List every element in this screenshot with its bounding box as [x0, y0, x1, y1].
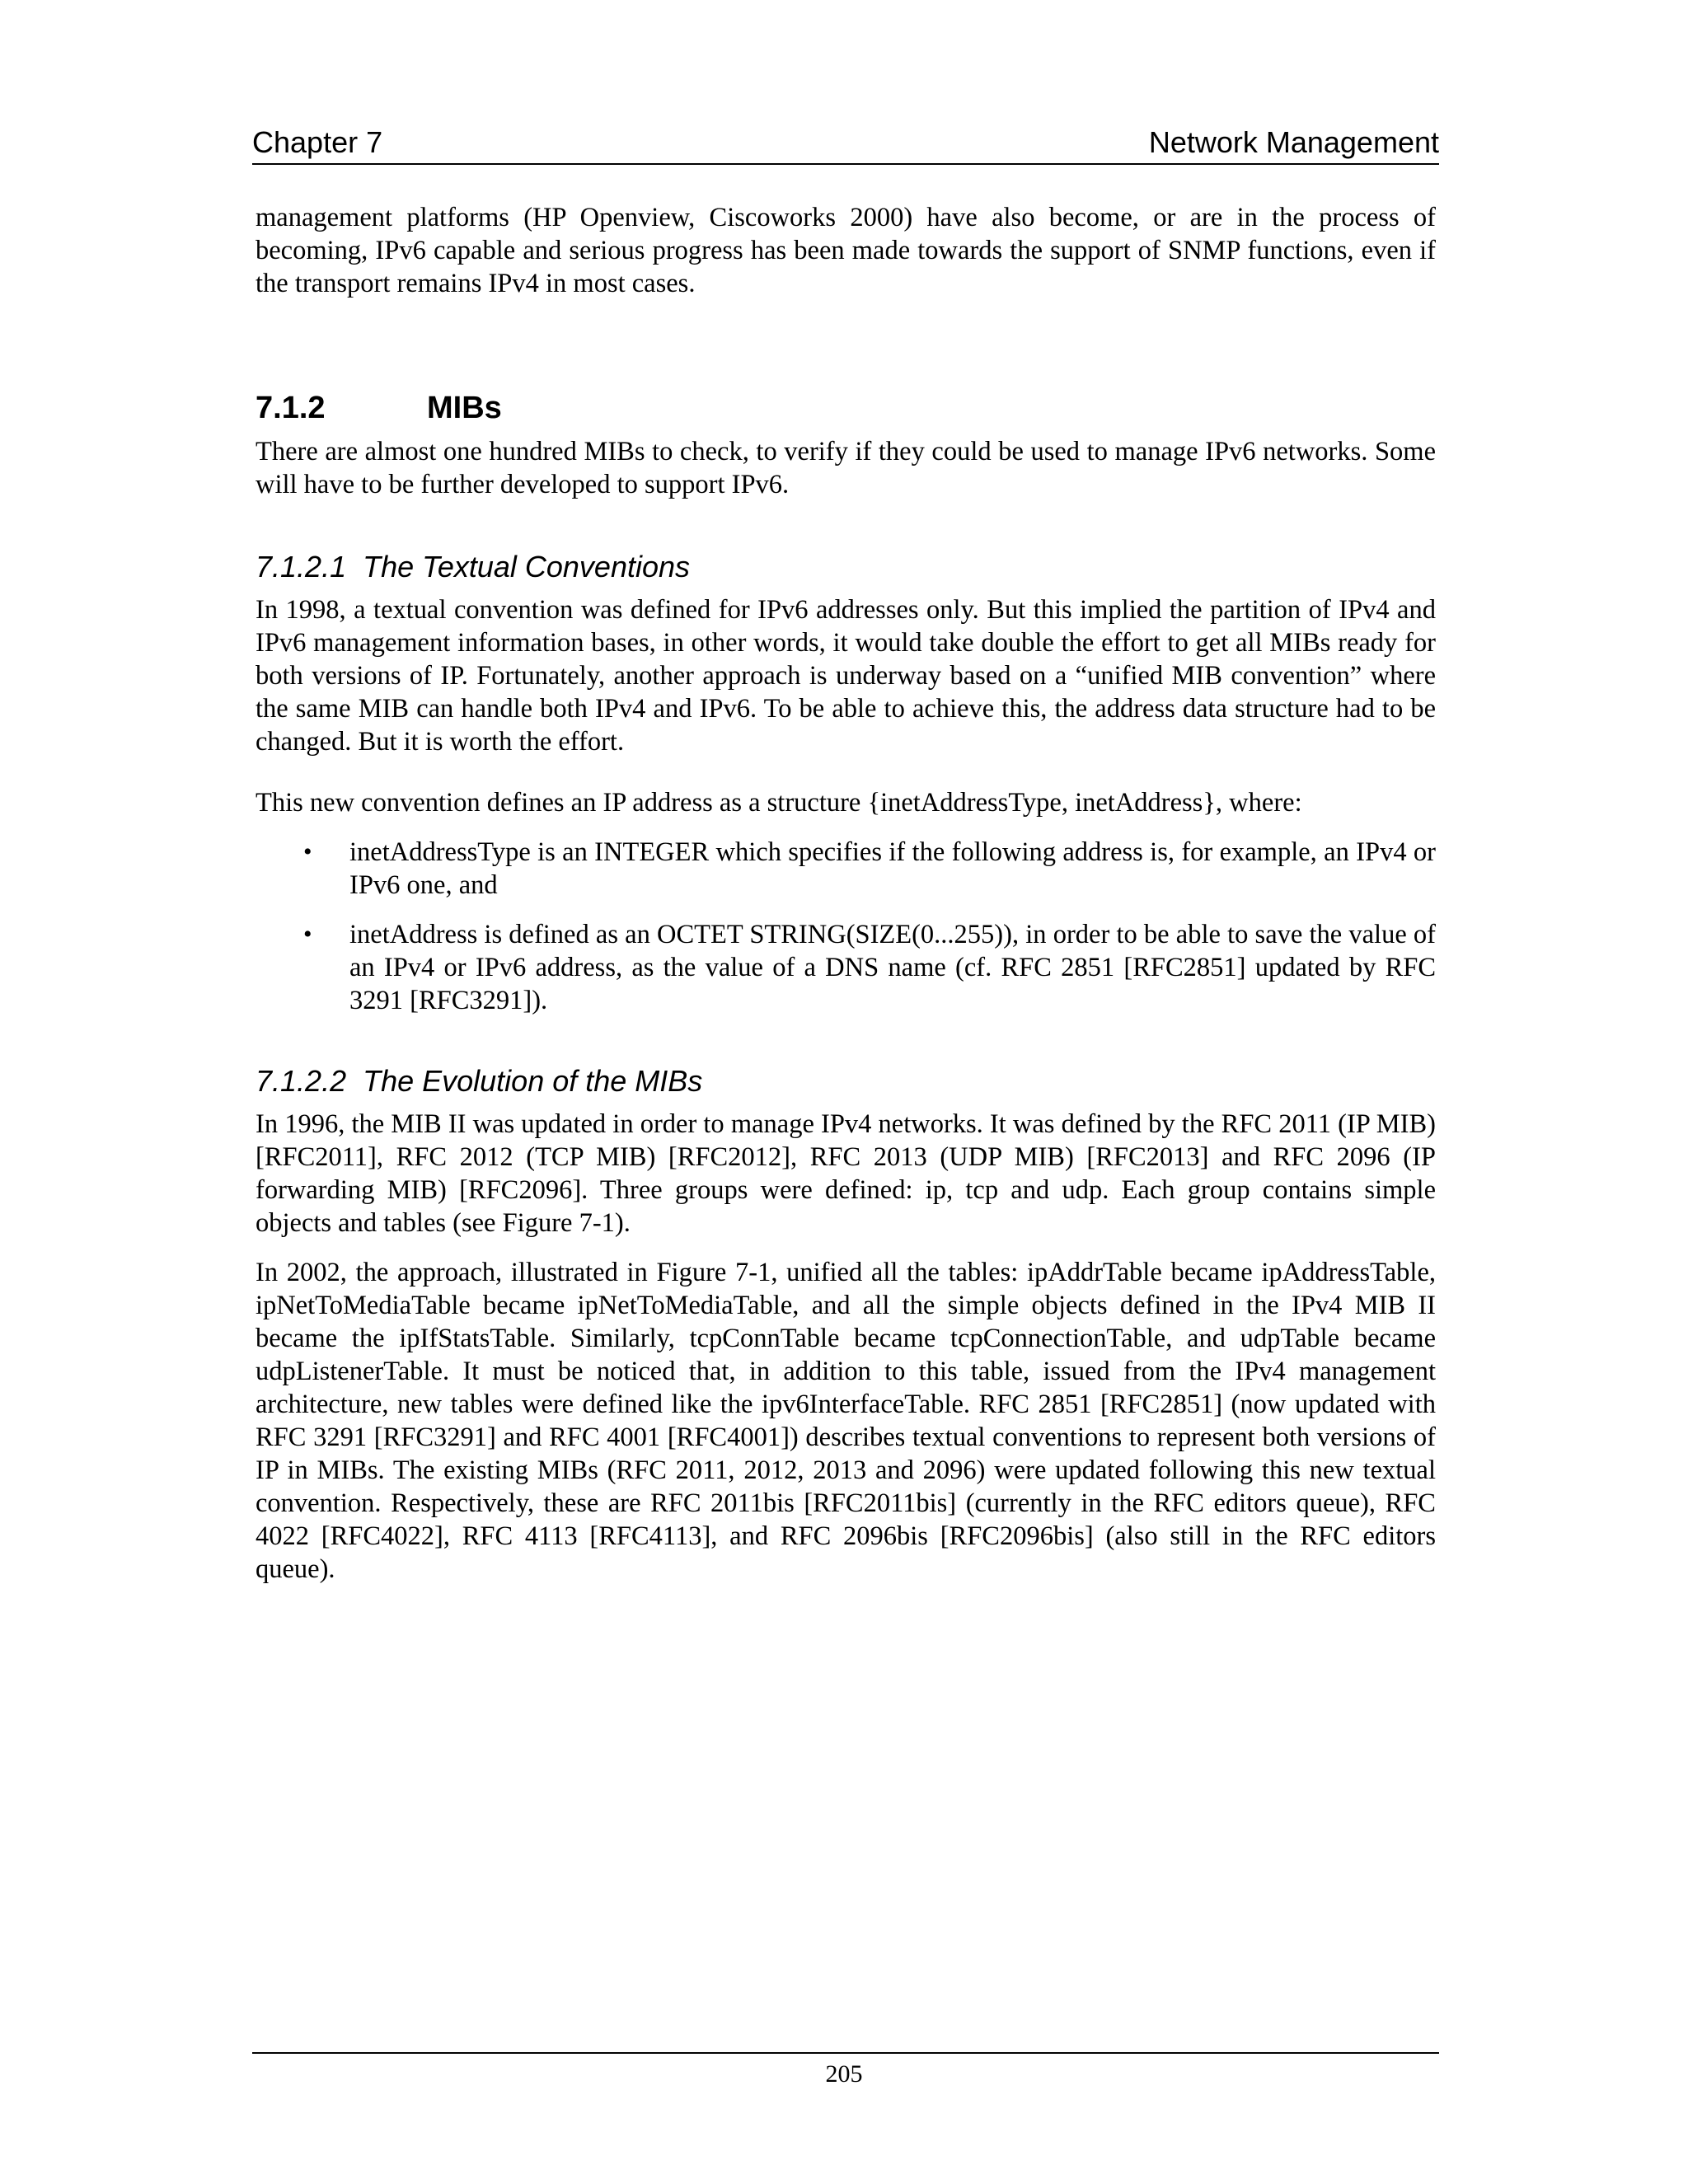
list-item	[256, 836, 1436, 902]
page-header	[252, 122, 1439, 165]
page-number: 205	[825, 2060, 863, 2088]
bullet-icon: •	[303, 838, 312, 865]
evolution-paragraph-2: In 2002, the approach, illustrated in Figure 7-1, unified all the tables: ipAddrTable became ipAddressTable, ipNetToMediaTable became ipNetToMediaTable, and all the simple objects defined in the IPv4 MIB II became the ipIfStatsTable. Similarly, tcpConnTable became tcpConnectionTable, and udpTable became udpListenerTable. It must be noticed that, in addition to this table, issued from the IPv4 management architecture, new tables were defined like the ipv6InterfaceTable. RFC 2851 [RFC2851] (now updated with RFC 3291 [RFC3291] and RFC 4001 [RFC4001]) describes textual conventions to represent both versions of IP in MIBs. The existing MIBs (RFC 2011, 2012, 2013 and 2096) were updated following this new textual convention. Respectively, these are RFC 2011bis [RFC2011bis] (currently in the RFC editors queue), RFC 4022 [RFC4022], RFC 4113 [RFC4113], and RFC 2096bis [RFC2096bis] (also still in the RFC editors queue).	[256, 1258, 1436, 1584]
subsection-heading-evolution: 7.1.2.2 The Evolution of the MIBs	[256, 1064, 703, 1098]
structure-bullet-list	[256, 836, 1436, 1017]
chapter-title: Network Management	[1148, 125, 1439, 159]
list-item	[256, 918, 1436, 1017]
section-title: MIBs	[427, 391, 502, 425]
page-body	[256, 201, 1436, 1586]
list-item-text: inetAddressType is an INTEGER which specifies if the following address is, for example, an IPv4 or IPv6 one, and	[349, 837, 1436, 900]
section-number: 7.1.2	[256, 391, 326, 425]
chapter-label: Chapter 7	[252, 125, 383, 159]
subsection-heading-textual-conventions: 7.1.2.1 The Textual Conventions	[256, 550, 691, 583]
textual-conventions-paragraph-1: In 1998, a textual convention was defined for IPv6 addresses only. But this implied the partition of IPv4 and IPv6 management information bases, in other words, it would take double the effort to get all MIBs ready for both versions of IP. Fortunately, another approach is underway based on a “unified MIB convention” where the same MIB can handle both IPv4 and IPv6. To be able to achieve this, the address data structure had to be changed. But it is worth the effort.	[256, 595, 1436, 757]
bullet-icon: •	[303, 921, 312, 948]
evolution-paragraph-1: In 1996, the MIB II was updated in order to manage IPv4 networks. It was defined by the RFC 2011 (IP MIB) [RFC2011], RFC 2012 (TCP MIB) [RFC2012], RFC 2013 (UDP MIB) [RFC2013] and RFC 2096 (IP forwarding MIB) [RFC2096]. Three groups were defined: ip, tcp and udp. Each group contains simple objects and tables (see Figure 7-1).	[256, 1109, 1436, 1238]
intro-paragraph: management platforms (HP Openview, Ciscoworks 2000) have also become, or are in the process of becoming, IPv6 capable and serious progress has been made towards the support of SNMP functions, even if the transport remains IPv4 in most cases.	[256, 203, 1436, 298]
section-heading	[256, 389, 1436, 427]
footer-divider	[252, 2052, 1439, 2054]
list-item-text: inetAddress is defined as an OCTET STRING(SIZE(0...255)), in order to be able to save the value of an IPv4 or IPv6 address, as the value of a DNS name (cf. RFC 2851 [RFC2851] updated by RFC 3291 [RFC3291]).	[349, 920, 1436, 1015]
section-paragraph: There are almost one hundred MIBs to check, to verify if they could be used to manage IPv6 networks. Some will have to be further developed to support IPv6.	[256, 437, 1436, 499]
textual-conventions-paragraph-2: This new convention defines an IP address as a structure {inetAddressType, inetAddress}, where:	[256, 788, 1302, 818]
